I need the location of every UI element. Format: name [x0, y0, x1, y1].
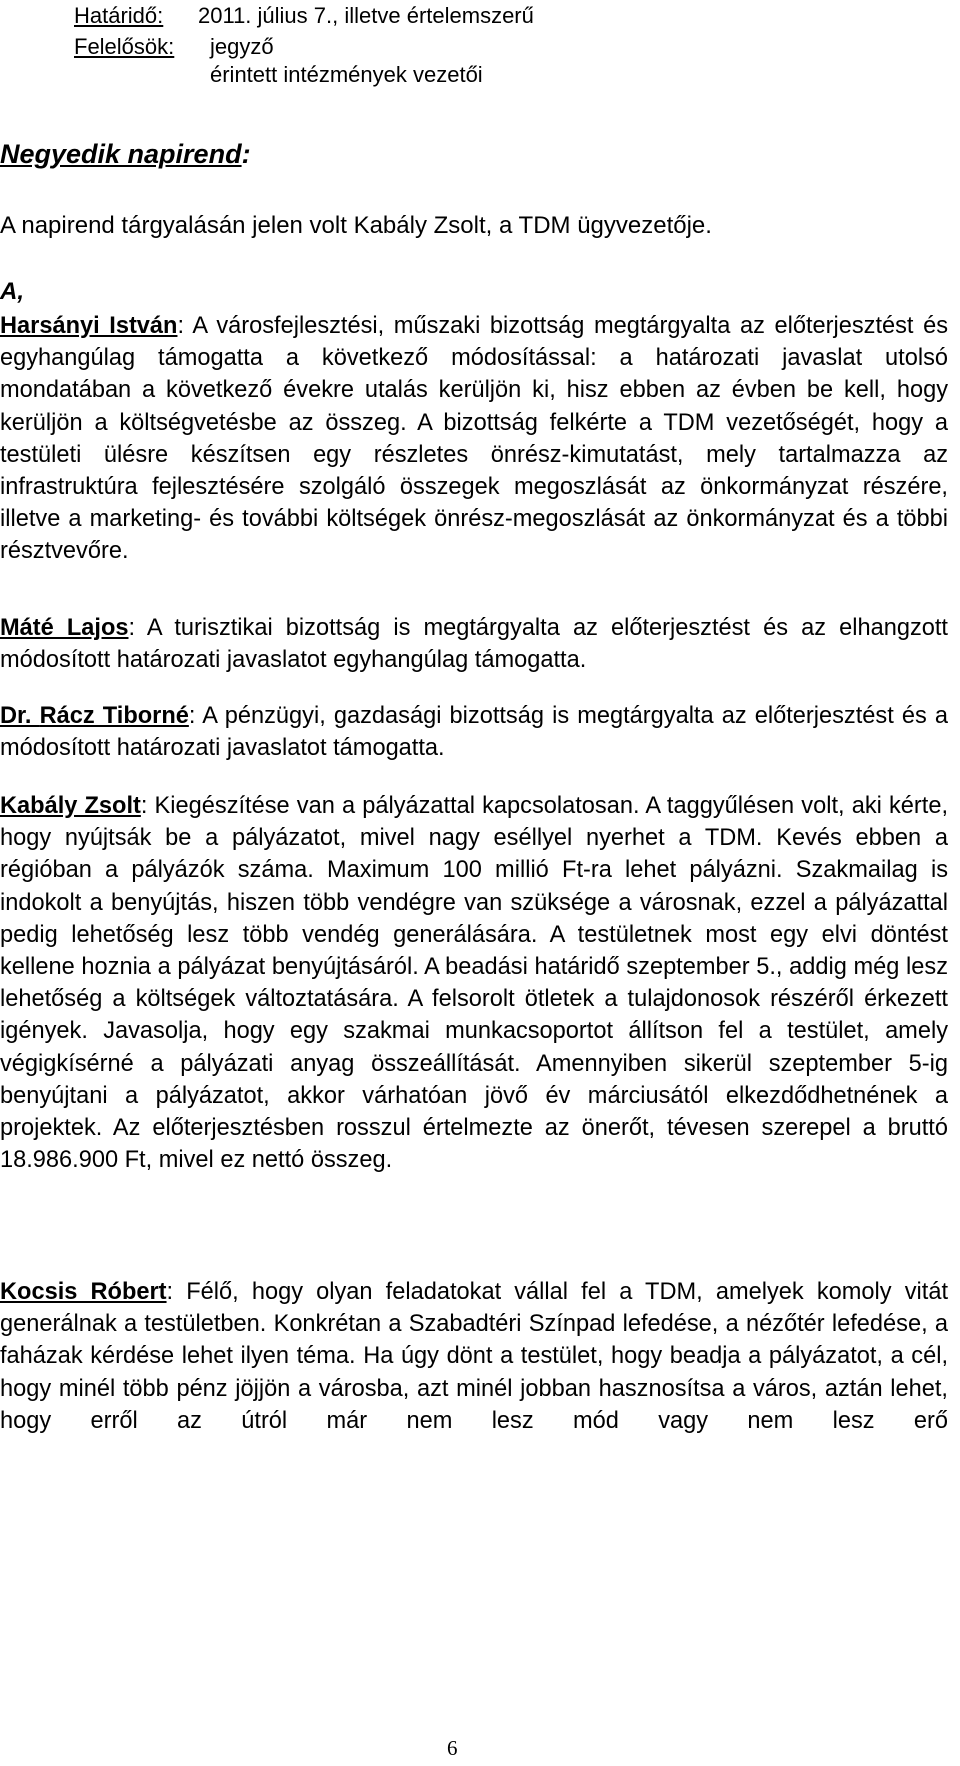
responsible-label: Felelősök: — [74, 34, 175, 59]
paragraph-text: : Kiegészítése van a pályázattal kapcsolatosan. A taggyűlésen volt, aki kérte, hogy nyújtsák be a pályázatot, mivel nagy eséllyel nyerhet a TDM. Kevés ebben a régióban a pályázók száma. Maximum 100 millió Ft-ra lehet pályázni. Szakmailag is indokolt a benyújtás, hiszen több vendégre van szüksége a városnak, ezzel a pályázattal pedig lehetőség lesz több vendég generálására. A testületnek most egy elvi döntést kellene hoznia a pályázat benyújtásáról. A beadási határidő szeptember 5., addig még lesz lehetőség a költségek változtatására. A felsorolt ötletek a tulajdonosok részéről érkezett igények. Javasolja, hogy egy szakmai munkacsoportot állítson fel a testület, amely végigkísérné a pályázati anyag összeállítását. Amennyiben sikerül szeptember 5-ig benyújtani a pályázatot, akkor várhatóan jövő év márciusától elkezdődhetnének a projektek. Az előterjesztésben rosszul értelmezte az önerőt, tévesen szerepel a bruttó 18.986.900 Ft, mivel ez nettó összeg. — [0, 793, 948, 1174]
paragraph-text: : A pénzügyi, gazdasági bizottság is megtárgyalta az előterjesztést és a módosított határozati javaslatot támogatta. — [0, 703, 948, 762]
speaker-name: Kocsis Róbert — [0, 1279, 167, 1305]
speaker-prefix: Dr. — [0, 703, 40, 729]
page-number: 6 — [447, 1736, 458, 1760]
paragraph-text: : A turisztikai bizottság is megtárgyalta az előterjesztést és az elhangzott módosított határozati javaslatot egyhangúlag támogatta. — [0, 615, 948, 674]
speaker-name: Harsányi István — [0, 313, 178, 339]
speaker-name: Máté Lajos — [0, 615, 129, 641]
responsible-value-1: jegyző — [210, 34, 274, 59]
paragraph-kabaly — [0, 790, 948, 1176]
paragraph-racz — [0, 700, 948, 764]
deadline-row — [74, 3, 534, 29]
paragraph-kocsis — [0, 1276, 948, 1437]
agenda-title-text: Negyedik napirend — [0, 139, 242, 169]
paragraph-harsanyi — [0, 310, 948, 568]
speaker-name: Rácz Tiborné — [39, 703, 189, 729]
paragraph-text: : Félő, hogy olyan feladatokat vállal fel a TDM, amelyek komoly vitát generálnak a testületben. Konkrétan a Szabadtéri Színpad lefedése, a nézőtér lefedése, a faházak kérdése lehet ilyen téma. Ha úgy dönt a testület, hogy beadja a pályázatot, a cél, hogy minél több pénz jöjjön a városba, azt minél jobban hasznosítsa a város, aztán lehet, hogy erről az útról már nem lesz mód vagy nem lesz erő — [0, 1279, 949, 1434]
responsible-value-2: érintett intézmények vezetői — [210, 62, 483, 87]
speaker-name: Kabály Zsolt — [0, 793, 141, 819]
paragraph-text: : A városfejlesztési, műszaki bizottság megtárgyalta az előterjesztést és egyhangúlag támogatta a következő módosítással: a határozati javaslat utolsó mondatában a következő évekre utalás kerüljön ki, hisz ebben az évben be kell, hogy kerüljön a költségvetésbe az összeg. A bizottság felkérte a TDM vezetőségét, hogy a testületi ülésre készítsen egy részletes önrész-kimutatást, mely tartalmazza az infrastruktúra fejlesztésére szolgáló összegek megoszlását az önkormányzat részére, illetve a marketing- és további költségek önrész-megoszlását az önkormányzat és a többi résztvevőre. — [0, 313, 948, 565]
agenda-title — [0, 138, 251, 170]
responsible-row — [74, 34, 274, 60]
deadline-label: Határidő: — [74, 3, 164, 28]
section-marker: A, — [0, 278, 24, 305]
deadline-value: 2011. július 7., illetve értelemszerű — [198, 3, 534, 28]
agenda-title-colon: : — [241, 139, 251, 169]
agenda-intro: A napirend tárgyalásán jelen volt Kabály Zsolt, a TDM ügyvezetője. — [0, 212, 712, 239]
paragraph-mate — [0, 612, 948, 676]
